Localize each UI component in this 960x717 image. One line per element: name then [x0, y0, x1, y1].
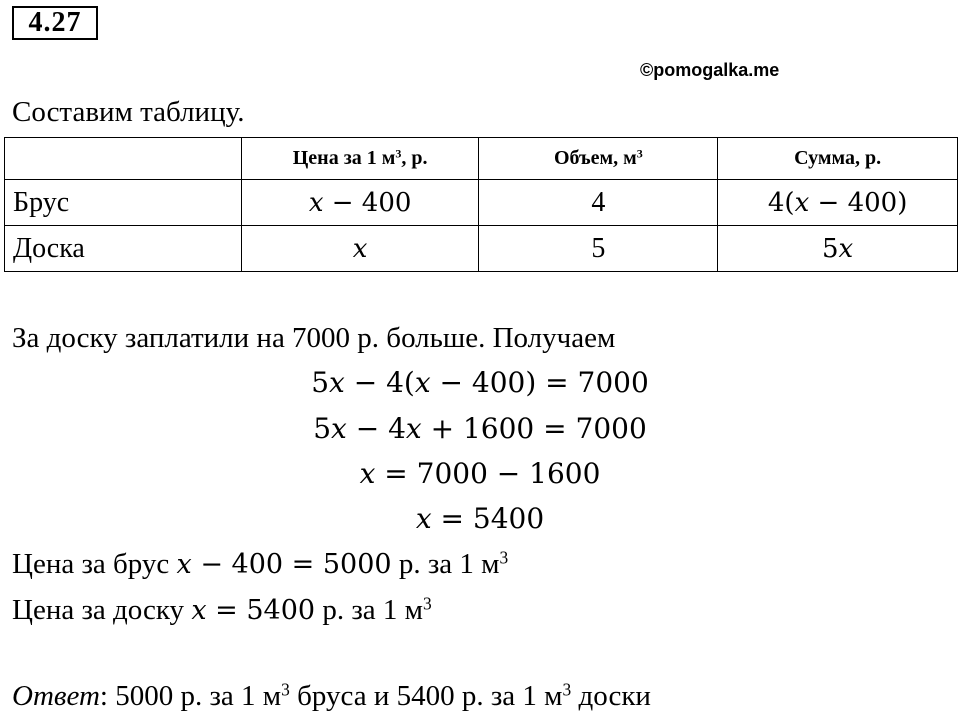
result-beam: Цена за брус x − 400 = 5000 р. за 1 $м^3$: [12, 547, 509, 580]
statement-text: За доску заплатили на 7000 р. больше. Получаем: [12, 322, 616, 354]
row-price: x − 400: [241, 180, 479, 226]
row-sum: 4(x − 400): [718, 180, 958, 226]
intro-text: Составим таблицу.: [12, 96, 245, 128]
row-volume: 4: [479, 180, 718, 226]
result-board: Цена за доску x = 5400 р. за 1 $м^3$: [12, 593, 432, 626]
table-row: [5, 226, 958, 272]
row-name: Брус: [5, 180, 242, 226]
answer-line: Ответ: 5000 р. за 1 $м^3$ бруса и 5400 р. за 1 $м^3$ доски: [12, 679, 651, 712]
problem-number: 4.27: [12, 6, 98, 40]
row-price: x: [241, 226, 479, 272]
answer-label: Ответ: [12, 680, 100, 712]
row-sum: 5x: [718, 226, 958, 272]
result-board-expr: x = 5400: [191, 595, 316, 626]
data-table: [4, 137, 958, 272]
header-volume: Объем, $м^3$: [479, 138, 718, 180]
equation-line: x = 5400: [415, 502, 545, 535]
row-name: Доска: [5, 226, 242, 272]
equation-line: 5x − 4x + 1600 = 7000: [313, 412, 647, 445]
equation-line: x = 7000 − 1600: [359, 457, 601, 490]
table-header-row: [5, 138, 958, 180]
header-sum: Сумма, р.: [718, 138, 958, 180]
watermark: ©pomogalka.me: [640, 60, 780, 80]
header-empty: [5, 138, 242, 180]
equation-line: 5x − 4(x − 400) = 7000: [311, 366, 649, 399]
header-price: Цена за 1 $м^3$, р.: [241, 138, 479, 180]
result-beam-expr: x − 400 = 5000: [176, 549, 392, 580]
row-volume: 5: [479, 226, 718, 272]
table-row: [5, 180, 958, 226]
